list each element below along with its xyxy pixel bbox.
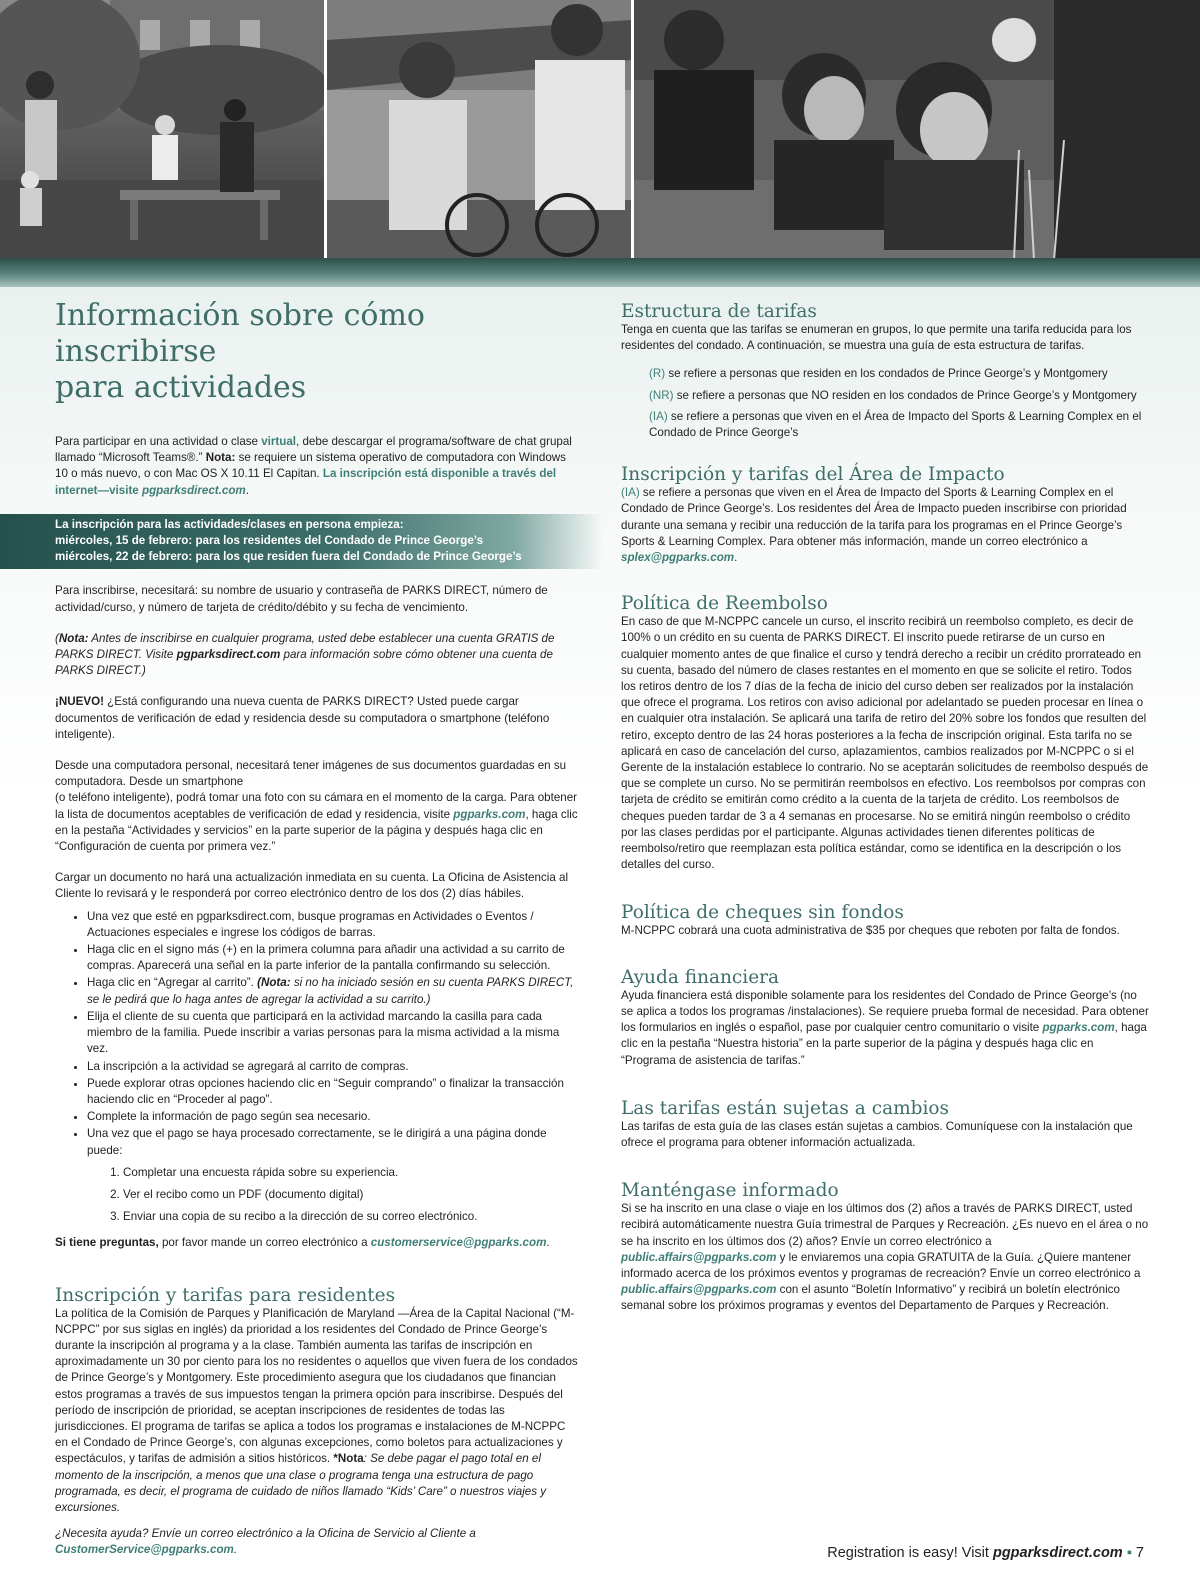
- footer-separator: ▪: [1122, 1545, 1136, 1561]
- footer-site-link[interactable]: pgparksdirect.com: [992, 1545, 1123, 1561]
- desktop-text-2: (o teléfono inteligente), podrá tomar una foto con su cámara en el momento de la carga. Para obtener la lista de documentos aceptables de verificación de edad y residencia, visite: [55, 791, 578, 821]
- aid-paragraph: [621, 988, 1149, 1069]
- aid-text-1: Ayuda financiera está disponible solamente para los residentes del Condado de Prince George’s (no se aplica a todos los programas /instalaciones). Se requiere prueba formal de necesidad. Para obtener los formularios en inglés o español, pase por cualquier centro comunitario o visite: [621, 988, 1149, 1035]
- desktop-text-1: Desde una computadora personal, necesitará tener imágenes de sus documentos guardadas en su computadora. Desde un smartphone: [55, 759, 567, 789]
- account-note-text-2: para información sobre cómo obtener una cuenta de PARKS DIRECT.): [55, 648, 553, 678]
- fee-code-nr-label: (NR): [649, 388, 674, 402]
- step-item: • Complete la información de pago según sea necesario.: [87, 1109, 580, 1125]
- fee-codes-list: [621, 366, 1149, 441]
- post-payment-item: 1. Completar una encuesta rápida sobre su experiencia.: [123, 1165, 580, 1181]
- checks-paragraph: M-NCPPC cobrará una cuota administrativa de $35 por cheques que reboten por falta de fondos.: [621, 924, 1120, 938]
- refund-heading: Política de Reembolso: [621, 593, 828, 615]
- photo-family-picnic: [0, 0, 324, 260]
- residents-note-text: : Se debe pagar el pago total en el momento de la inscripción, a menos que una clase o programa tenga una estructura de pago programada, es decir, el programa de cuidado de niños llamado “Kids’ Care” o nuestros viajes y excursiones.: [55, 1452, 547, 1514]
- banner-line-3: miércoles, 22 de febrero: para los que residen fuera del Condado de Prince George’s: [55, 550, 522, 564]
- help-paragraph: [55, 1526, 580, 1558]
- step-item: • Elija el cliente de su cuenta que participará en la actividad marcando la casilla para cada miembro de la familia. Puede inscribir a varias personas para la misma actividad a la misma vez.: [87, 1009, 580, 1058]
- virtual-text-2: , debe descargar el programa/software de chat grupal llamado “Microsoft Teams®.”: [55, 435, 572, 465]
- desktop-paragraph: [55, 758, 580, 855]
- registration-dates-banner: [0, 514, 603, 570]
- fee-code-nr: [649, 388, 1149, 404]
- virtual-note-label: Nota:: [205, 451, 236, 465]
- registration-steps-list: [55, 909, 580, 1159]
- residents-note-label: *Nota: [333, 1452, 364, 1466]
- virtual-text-3: se requiere un sistema operativo de computadora con Windows 10 o más nuevo, o con Mac OS X 10.11 El Capitan.: [55, 451, 566, 481]
- photo-cyclists: [327, 0, 631, 260]
- aid-text-2: , haga clic en la pestaña “Nuestra historia” en la parte superior de la página y después haga clic en “Programa de asistencia de tarifas.”: [621, 1021, 1147, 1067]
- virtual-end: .: [245, 483, 249, 497]
- informed-text-1: Si se ha inscrito en una clase o viaje en los últimos dos (2) años a través de PARKS DIRECT, usted recibirá automáticamente nuestra Guía trimestral de Parques y Recreación. ¿Es nuevo en el área o no se ha inscrito en los últimos dos (2) años? Envíe un correo electrónico a: [621, 1202, 1149, 1248]
- new-label: ¡NUEVO!: [55, 695, 104, 709]
- informed-text-3: con el asunto “Boletín Informativo” y recibirá un boletín electrónico semanal sobre los próximos programas y eventos del Departamento de Parques y Recreación.: [621, 1283, 1120, 1313]
- questions-text: por favor mande un correo electrónico a: [158, 1236, 371, 1250]
- account-note-label: Nota:: [58, 631, 89, 645]
- public-affairs-email-link-2[interactable]: public.affairs@pgparks.com: [621, 1283, 777, 1297]
- pgparks-link[interactable]: pgparks.com: [453, 807, 526, 821]
- step3-note-text: si no ha iniciado sesión en su cuenta PARKS DIRECT, se le pedirá que lo haga antes de agregar la actividad a su carrito.): [87, 976, 574, 1006]
- fees-intro: Tenga en cuenta que las tarifas se enumeran en grupos, lo que permite una tarifa reducida para los residentes del condado. A continuación, se muestra una guía de esta estructura de tarifas.: [621, 323, 1132, 353]
- virtual-available-text: La inscripción está disponible a través del internet—visite: [55, 467, 557, 497]
- impact-code: (IA): [621, 486, 640, 500]
- step-item: • Puede explorar otras opciones haciendo clic en “Seguir comprando” o finalizar la transacción haciendo clic en “Proceder al pago”.: [87, 1076, 580, 1108]
- questions-paragraph: [55, 1235, 580, 1251]
- post-payment-list: [55, 1165, 580, 1226]
- customerservice-email-link[interactable]: customerservice@pgparks.com: [370, 1236, 547, 1250]
- desktop-text-3: , haga clic en la pestaña “Actividades y servicios” en la parte superior de la página y después haga clic en “Configuración de cuenta por primera vez.”: [55, 807, 578, 854]
- informed-text-2: y le enviaremos una copia GRATUITA de la Guía. ¿Quiere mantener informado acerca de los próximos eventos y programas de recreación? Envíe un correo electrónico a: [621, 1250, 1141, 1280]
- residents-heading: Inscripción y tarifas para residentes: [55, 1284, 396, 1306]
- fee-code-ia-label: (IA): [649, 409, 668, 423]
- left-column: [55, 298, 580, 1574]
- impact-text: se refiere a personas que viven en el Área de Impacto del Sports & Learning Complex en el Condado de Prince George’s. Los residentes del Área de Impacto pueden inscribirse con prioridad durante una semana y recibir una reducción de la tarifa para los programas en el Prince George’s Sports & Learning Complex. Para obtener más información, mande un correo electrónico a: [621, 486, 1127, 548]
- splex-email-link[interactable]: splex@pgparks.com: [621, 551, 735, 565]
- fee-code-r-label: (R): [649, 367, 666, 381]
- page-title: [55, 298, 580, 406]
- fee-code-r-text: se refiere a personas que residen en los condados de Prince George’s y Montgomery: [665, 367, 1108, 381]
- photo-divider-band: [0, 258, 1200, 287]
- fee-code-nr-text: se refiere a personas que NO residen en los condados de Prince George’s y Montgomery: [673, 388, 1137, 402]
- header-photo-strip: [0, 0, 1200, 287]
- new-feature-paragraph: [55, 694, 580, 743]
- impact-end: .: [734, 551, 738, 565]
- right-column: [621, 302, 1149, 1330]
- virtual-keyword: virtual: [261, 435, 297, 448]
- residents-paragraph: [55, 1306, 580, 1517]
- impact-heading: Inscripción y tarifas del Área de Impacto: [621, 464, 1005, 486]
- page-title-line1: Información sobre cómo inscribirse: [55, 298, 425, 369]
- fee-code-ia: [649, 409, 1149, 441]
- fees-heading: Estructura de tarifas: [621, 301, 817, 322]
- step-item: • Una vez que el pago se haya procesado correctamente, se le dirigirá a una página donde puede:: [87, 1126, 580, 1158]
- step-item: • Haga clic en el signo más (+) en la primera columna para añadir una actividad a su carrito de compras. Aparecerá una señal en la parte inferior de la pantalla confirmando su selección.: [87, 942, 580, 974]
- informed-heading: Manténgase informado: [621, 1180, 839, 1202]
- questions-end: .: [546, 1236, 550, 1250]
- upload-paragraph: Cargar un documento no hará una actualización inmediata en su cuenta. La Oficina de Asistencia al Cliente lo revisará y le responderá por correo electrónico dentro de los dos (2) días hábiles.: [55, 871, 569, 901]
- help-end: .: [233, 1543, 238, 1557]
- fee-code-ia-text: se refiere a personas que viven en el Área de Impacto del Sports & Learning Complex en el Condado de Prince George’s: [649, 409, 1142, 440]
- pgparksdirect-link[interactable]: pgparksdirect.com: [141, 483, 246, 497]
- impact-paragraph: [621, 485, 1149, 566]
- post-payment-item: 2. Ver el recibo como un PDF (documento digital): [123, 1187, 580, 1203]
- help-text: ¿Necesita ayuda? Envíe un correo electrónico a la Oficina de Servicio al Cliente a: [55, 1527, 476, 1541]
- fee-code-r: [649, 366, 1149, 382]
- step-item: • Una vez que esté en pgparksdirect.com, busque programas en Actividades o Eventos / Actuaciones especiales e ingrese los códigos de barras.: [87, 909, 580, 941]
- step3-text: Haga clic en “Agregar al carrito”.: [87, 976, 258, 990]
- aid-pgparks-link[interactable]: pgparks.com: [1042, 1021, 1115, 1035]
- checks-heading: Política de cheques sin fondos: [621, 902, 904, 924]
- informed-paragraph: [621, 1201, 1149, 1314]
- step3-note-label: (Nota:: [257, 976, 291, 990]
- aid-heading: Ayuda financiera: [621, 966, 780, 988]
- public-affairs-email-link[interactable]: public.affairs@pgparks.com: [621, 1250, 777, 1264]
- page-title-line2: para actividades: [55, 370, 307, 405]
- step-item: • La inscripción a la actividad se agregará al carrito de compras.: [87, 1059, 580, 1075]
- account-note-site[interactable]: pgparksdirect.com: [176, 648, 281, 662]
- account-note-text-1: Antes de inscribirse en cualquier programa, usted debe establecer una cuenta GRATIS de PARKS DIRECT. Visite: [55, 631, 555, 662]
- changes-heading: Las tarifas están sujetas a cambios: [621, 1097, 950, 1119]
- virtual-paragraph: [55, 434, 580, 499]
- photo-children-gardening: [634, 0, 1200, 260]
- post-payment-item: 3. Enviar una copia de su recibo a la dirección de su correo electrónico.: [123, 1209, 580, 1225]
- residents-text: La política de la Comisión de Parques y Planificación de Maryland —Área de la Capital Nacional (“M-NCPPC” por sus siglas en inglés) da prioridad a los residentes del Condado de Prince George’s durante la inscripción al programa y a la clase. También aumenta las tarifas de inscripción en aproximadamente un 30 por ciento para los no residentes o aquellos que viven fuera de los condados de Prince George’s y Montgomery. Este procedimiento asegura que los ciudadanos que financian estos programas a través de sus impuestos tengan la primera opción para inscribirse. Después del período de inscripción de prioridad, se aceptan inscripciones de residentes de todas las jurisdicciones. El programa de tarifas se aplica a todos los programas e instalaciones de M-NCPPC en el Condado de Prince George’s, con algunas excepciones, como boletos para actualizaciones y espectáculos, y tarifas de admisión a sitios históricos.: [55, 1306, 578, 1466]
- virtual-text-1: Para participar en una actividad o clase: [55, 435, 262, 448]
- page-number: 7: [1135, 1545, 1144, 1561]
- questions-label: Si tiene preguntas,: [55, 1236, 159, 1250]
- banner-line-1: La inscripción para las actividades/clases en persona empieza:: [55, 517, 404, 531]
- step-item: [87, 975, 580, 1007]
- changes-paragraph: Las tarifas de esta guía de las clases están sujetas a cambios. Comuníquese con la instalación que ofrece el programa para obtener información actualizada.: [621, 1119, 1133, 1149]
- banner-line-2: miércoles, 15 de febrero: para los residentes del Condado de Prince George’s: [55, 534, 484, 548]
- account-note-open: (: [55, 631, 59, 645]
- requirements-paragraph: Para inscribirse, necesitará: su nombre de usuario y contraseña de PARKS DIRECT, número de actividad/curso, y número de tarjeta de crédito/débito y su fecha de vencimiento.: [55, 584, 548, 614]
- refund-paragraph: En caso de que M-NCPPC cancele un curso, el inscrito recibirá un reembolso completo, es decir de 100% o un crédito en su cuenta de PARKS DIRECT. El inscrito puede retirarse de un curso en cualquier momento antes de que finalice el curso y tendrá derecho a recibir un crédito prorrateado en su cuenta, basado del número de clases restantes en el momento en que se solicite el retiro. Todos los retiros dentro de los 7 días de la fecha de inicio del curso deben ser realizados por la instalación que ofrece el programa. Los retiros con aviso adicional por adelantado se pueden procesar en línea o en cualquier otra instalación. Se aplicará una tarifa de retiro del 20% sobre los fondos que resulten del retiro, excepto dentro de las 24 horas posteriores a la fecha de inscripción original. Esta tarifa no se aplicará en caso de cancelación del curso, aplazamientos, cambios realizados por M-NCPPC o si el Gerente de la instalación establece lo contrario. No se aceptarán solicitudes de reembolso después de que se complete un curso. No se permitirán reembolsos en efectivo. Los reembolsos por compras con tarjeta de crédito se emitirán como crédito a la cuenta de la tarjeta de crédito. Los reembolsos de cheques pueden tardar de 3 a 4 semanas en procesarse. No se emitirá ningún reembolso o crédito por las clases perdidas por el participante. Algunas actividades tienen diferentes políticas de reembolso/retiro que reemplazan esta política estándar, como se identifica en la descripción o los detalles del curso.: [621, 615, 1149, 872]
- new-text: ¿Está configurando una nueva cuenta de PARKS DIRECT? Usted puede cargar documentos de verificación de edad y residencia desde su computadora o smartphone (teléfono inteligente).: [55, 695, 550, 741]
- account-note-paragraph: [55, 631, 580, 680]
- page-footer: [827, 1545, 1144, 1561]
- footer-text: Registration is easy! Visit: [827, 1545, 993, 1561]
- help-email-link[interactable]: CustomerService@pgparks.com: [55, 1543, 234, 1557]
